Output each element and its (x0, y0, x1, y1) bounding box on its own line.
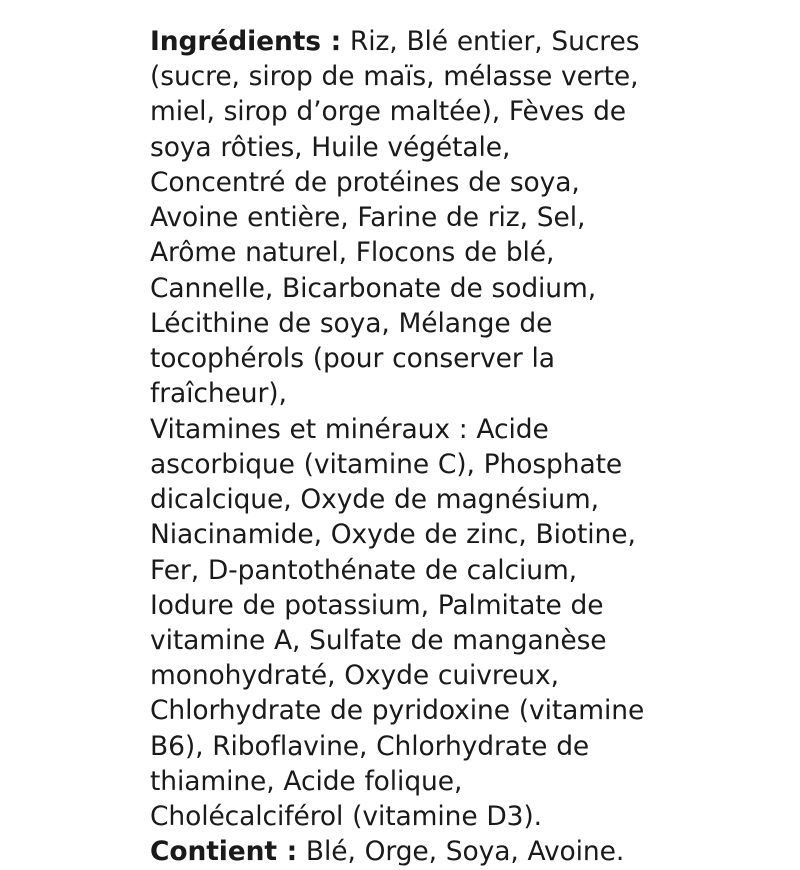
vitamins-paragraph (150, 412, 650, 835)
vitamins-minerals-list: Vitamines et minéraux : Acide ascorbique (vitamine C), Phosphate dicalcique, Oxyde de magnésium, Niacinamide, Oxyde de zinc, Biotine, Fer, D-pantothénate de calcium, Iodure de potassium, Palmitate de vitamine A, Sulfate de manganèse monohydraté, Oxyde cuivreux, Chlorhydrate de pyridoxine (vitamine B6), Riboflavine, Chlorhydrate de thiamine, Acide folique, Cholécalciférol (vitamine D3). (150, 413, 645, 833)
contains-paragraph (150, 834, 650, 869)
ingredients-paragraph (150, 24, 650, 412)
contains-list: Blé, Orge, Soya, Avoine. (297, 836, 625, 868)
ingredients-list: Riz, Blé entier, Sucres (sucre, sirop de maïs, mélasse verte, miel, sirop d’orge maltée), Fèves de soya rôties, Huile végétale, Concentré de protéines de soya, Avoine entière, Farine de riz, Sel, Arôme naturel, Flocons de blé, Cannelle, Bicarbonate de sodium, Lécithine de soya, Mélange de tocophérols (pour conserver la fraîcheur), (150, 26, 640, 410)
ingredients-heading: Ingrédients : (150, 26, 342, 57)
contains-heading: Contient : (150, 836, 298, 868)
ingredients-text-block (150, 24, 650, 870)
